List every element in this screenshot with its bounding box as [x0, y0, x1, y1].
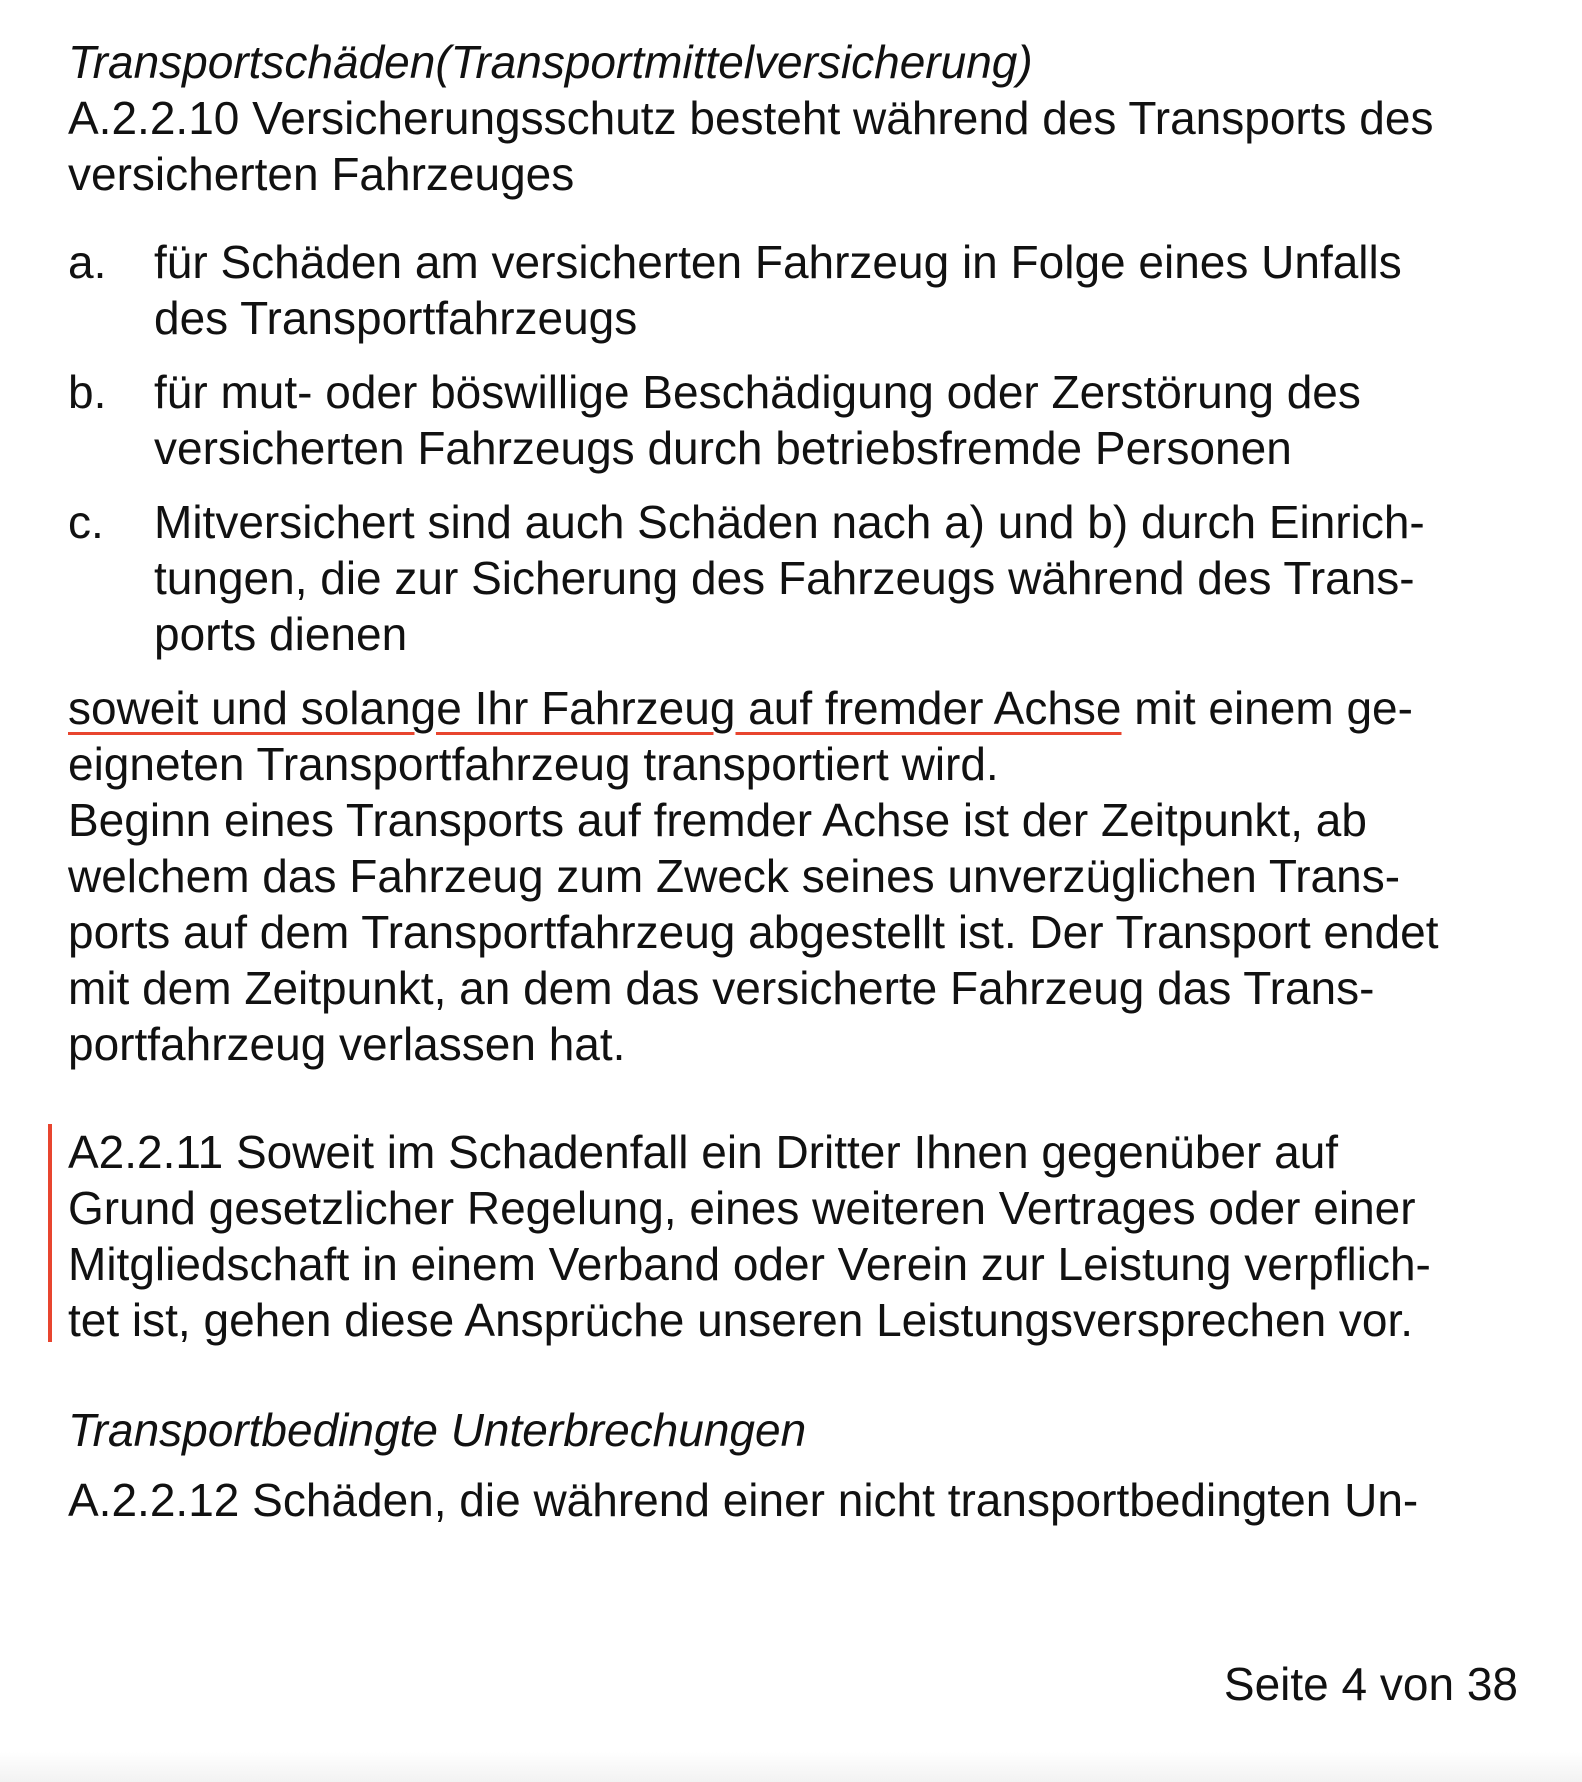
paragraph-line: Grund gesetzlicher Regelung, eines weiteren Vertrages oder einer — [68, 1182, 1416, 1234]
section-heading: Transportbedingte Unterbrechungen — [68, 1404, 807, 1456]
list-item-line: für Schäden am versicherten Fahrzeug in Folge eines Unfalls — [154, 236, 1402, 288]
paragraph-line: eigneten Transportfahrzeug transportiert wird. — [68, 738, 999, 790]
list-item-line: für mut- oder böswillige Beschädigung oder Zerstörung des — [154, 366, 1361, 418]
paragraph-line: A.2.2.10 Versicherungsschutz besteht während des Transports des — [68, 92, 1434, 144]
paragraph-line: ports auf dem Transportfahrzeug abgestellt ist. Der Transport endet — [68, 906, 1439, 958]
list-item-line: tungen, die zur Sicherung des Fahrzeugs während des Trans- — [154, 552, 1415, 604]
section-heading: Transportschäden(Transportmittelversicherung) — [68, 36, 1033, 88]
list-item-line: des Transportfahrzeugs — [154, 292, 638, 344]
highlighted-phrase: soweit und solange Ihr Fahrzeug auf fremder Achse — [68, 682, 1122, 734]
line-rest: mit einem ge- — [1121, 682, 1413, 734]
page-bottom-edge — [0, 1752, 1582, 1782]
paragraph-line: mit dem Zeitpunkt, an dem das versicherte Fahrzeug das Trans- — [68, 962, 1375, 1014]
paragraph-line: A.2.2.12 Schäden, die während einer nicht transportbedingten Un- — [68, 1474, 1419, 1526]
list-marker: a. — [68, 236, 107, 288]
revision-change-bar — [48, 1124, 52, 1342]
list-item-line: ports dienen — [154, 608, 408, 660]
list-item-line: versicherten Fahrzeugs durch betriebsfremde Personen — [154, 422, 1292, 474]
page-number: Seite 4 von 38 — [1223, 1658, 1518, 1710]
paragraph-line: A2.2.11 Soweit im Schadenfall ein Dritter Ihnen gegenüber auf — [68, 1126, 1339, 1178]
paragraph-line: tet ist, gehen diese Ansprüche unseren Leistungsversprechen vor. — [68, 1294, 1414, 1346]
paragraph-line: Mitgliedschaft in einem Verband oder Verein zur Leistung verpflich- — [68, 1238, 1431, 1290]
paragraph-line: welchem das Fahrzeug zum Zweck seines unverzüglichen Trans- — [68, 850, 1401, 902]
list-marker: c. — [68, 496, 104, 548]
paragraph-line — [68, 680, 1413, 736]
paragraph-line: Beginn eines Transports auf fremder Achse ist der Zeitpunkt, ab — [68, 794, 1367, 846]
paragraph-line: versicherten Fahrzeuges — [68, 148, 575, 200]
list-item-line: Mitversichert sind auch Schäden nach a) und b) durch Einrich- — [154, 496, 1425, 548]
list-marker: b. — [68, 366, 107, 418]
paragraph-line: portfahrzeug verlassen hat. — [68, 1018, 626, 1070]
